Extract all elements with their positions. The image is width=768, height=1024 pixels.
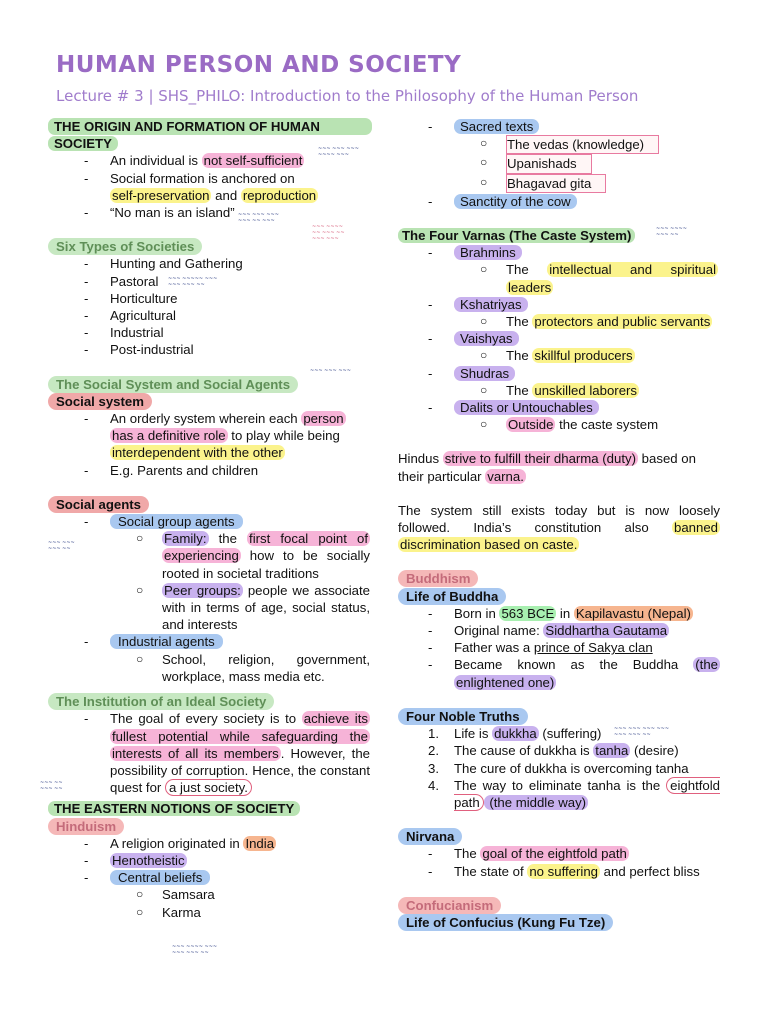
list-item: - Kshatriyas ○ The protectors and public servants xyxy=(428,296,720,330)
list-item: ○ The vedas (knowledge) xyxy=(480,135,720,154)
list-item: - The goal of every society is to achieve its fullest potential while safeguarding the interests of all its members . However, the possibility of corruption. Hence, the constant quest for a just society. xyxy=(84,710,370,796)
social-system-subheading: Social system xyxy=(48,393,370,410)
nirvana-heading: Nirvana xyxy=(398,828,720,845)
list-item: ○ Family: the first focal point of experiencing how to be socially rooted in societal traditions xyxy=(136,530,370,582)
list-item: - The goal of the eightfold path xyxy=(428,845,720,862)
list-item: - A religion originated in India xyxy=(84,835,370,852)
list-item: - The state of no suffering and perfect bliss xyxy=(428,863,720,880)
list-item: ○ Karma xyxy=(136,904,370,921)
handwritten-note: ~~~ ~~~~ ~~~ ~~~ ~~~ ~~ xyxy=(172,944,218,956)
ideal-list xyxy=(48,710,370,796)
varnas-list xyxy=(398,244,720,433)
list-item: - Born in 563 BCE in Kapilavastu (Nepal) xyxy=(428,605,720,622)
list-item: - Industrial xyxy=(84,324,370,341)
list-item: - Pastoral xyxy=(84,273,370,290)
list-item: - Hunting and Gathering xyxy=(84,255,370,272)
six-types-list xyxy=(48,255,370,358)
confucianism-heading: Confucianism xyxy=(398,897,720,914)
varnas-heading: The Four Varnas (The Caste System) xyxy=(398,227,720,244)
hinduism-list xyxy=(48,835,370,921)
list-item: ○ Upanishads xyxy=(480,154,720,173)
handwritten-note: ~~~ ~~~~~ ~~~ ~~~ ~~~ ~~ xyxy=(168,276,218,288)
buddha-list xyxy=(398,605,720,691)
list-item: - Original name: Siddhartha Gautama xyxy=(428,622,720,639)
list-item: - Dalits or Untouchables ○ Outside the caste system xyxy=(428,399,720,433)
origin-list xyxy=(48,152,370,221)
list-item: - Henotheistic xyxy=(84,852,370,869)
list-item: - Brahmins ○ The intellectual and spiritual leaders xyxy=(428,244,720,296)
list-item: - An individual is not self-sufficient xyxy=(84,152,370,169)
list-item: - Became known as the Buddha (the enlightened one) xyxy=(428,656,720,690)
page-subtitle: Lecture # 3 | SHS_PHILO: Introduction to the Philosophy of the Human Person xyxy=(56,87,639,105)
handwritten-note: ~~~ ~~~~ ~~~ ~~ xyxy=(656,226,687,238)
list-item: ○ Peer groups: people we associate with in terms of age, social status, and interests xyxy=(136,582,370,634)
six-types-heading: Six Types of Societies xyxy=(48,238,370,255)
life-of-buddha-heading: Life of Buddha xyxy=(398,588,720,605)
handwritten-note: ~~~ ~~~ ~~~ ~~~~ ~~~ xyxy=(318,146,359,158)
list-item: - Post-industrial xyxy=(84,341,370,358)
list-item: - An orderly system wherein each person has a definitive role to play while being interdependent with the other xyxy=(84,410,370,462)
system-paragraph: The system still exists today but is now loosely followed. India’s constitution also banned discrimination based on caste. xyxy=(398,502,720,553)
list-item: - Sacred texts ○ The vedas (knowledge) ○ Upanishads ○ Bhagavad gita xyxy=(428,118,720,193)
hinduism-heading: Hinduism xyxy=(48,818,370,835)
handwritten-note: ~~~ ~~~ ~~~ ~~~ ~~ ~~~ xyxy=(238,212,279,224)
handwritten-note: ~~~ ~~ ~~~ ~~ xyxy=(40,780,63,792)
list-item: - Vaishyas ○ The skillful producers xyxy=(428,330,720,364)
list-item: The cure of dukkha is overcoming tanha xyxy=(454,760,689,776)
agents-list xyxy=(48,513,370,685)
page-title: HUMAN PERSON AND SOCIETY xyxy=(56,52,462,78)
origin-heading: THE ORIGIN AND FORMATION OF HUMAN SOCIETY xyxy=(48,118,370,152)
handwritten-note: ~~~ ~~~ ~~~ xyxy=(310,368,351,374)
handwritten-note: ~~~ ~~~ ~~~ ~~~ ~~~ ~~~ ~~ xyxy=(614,726,670,738)
handwritten-note: ~~~ ~~~~ ~~ ~~~ ~~ ~~~ ~~~ xyxy=(312,224,345,242)
handwritten-note: ~~~ ~~~ ~~~ ~~ xyxy=(48,540,75,552)
four-noble-truths-heading: Four Noble Truths xyxy=(398,708,720,725)
list-item: The cause of dukkha is tanha (desire) xyxy=(454,743,679,759)
list-item: - Shudras ○ The unskilled laborers xyxy=(428,365,720,399)
list-item: ○ Samsara xyxy=(136,886,370,903)
list-item: - Social formation is anchored on self-preservation and reproduction xyxy=(84,170,370,204)
list-item: - “No man is an island” xyxy=(84,204,370,221)
dharma-paragraph: Hindus strive to fulfill their dharma (duty) based on their particular varna. xyxy=(398,451,696,484)
ideal-society-heading: The Institution of an Ideal Society xyxy=(48,693,370,710)
life-of-confucius-heading: Life of Confucius (Kung Fu Tze) xyxy=(398,914,720,931)
list-item: - E.g. Parents and children xyxy=(84,462,370,479)
list-item: Life is dukkha (suffering) xyxy=(454,726,602,742)
list-item: - Social group agents ○ Family: the first focal point of experiencing how to be socially rooted in societal traditions ○ Peer groups: people we associate with in terms of age, social status, and interests xyxy=(84,513,370,633)
social-system-list xyxy=(48,410,370,479)
eastern-heading: THE EASTERN NOTIONS OF SOCIETY xyxy=(48,800,370,817)
list-item: - Father was a prince of Sakya clan xyxy=(428,639,720,656)
list-item: The way to eliminate tanha is the eightfold path (the middle way) xyxy=(454,777,720,810)
list-item: ○ School, religion, government, workplace, mass media etc. xyxy=(136,651,370,685)
list-item: - Horticulture xyxy=(84,290,370,307)
list-item: - Industrial agents ○ School, religion, government, workplace, mass media etc. xyxy=(84,633,370,685)
buddhism-heading: Buddhism xyxy=(398,570,720,587)
list-item: - Central beliefs ○ Samsara ○ Karma xyxy=(84,869,370,921)
list-item: - Agricultural xyxy=(84,307,370,324)
list-item: - Sanctity of the cow xyxy=(428,193,720,210)
texts-list xyxy=(398,118,720,210)
nirvana-list xyxy=(398,845,720,879)
social-system-heading: The Social System and Social Agents xyxy=(48,376,370,393)
social-agents-heading: Social agents xyxy=(48,496,370,513)
list-item: ○ Bhagavad gita xyxy=(480,174,720,193)
right-column xyxy=(398,118,720,931)
